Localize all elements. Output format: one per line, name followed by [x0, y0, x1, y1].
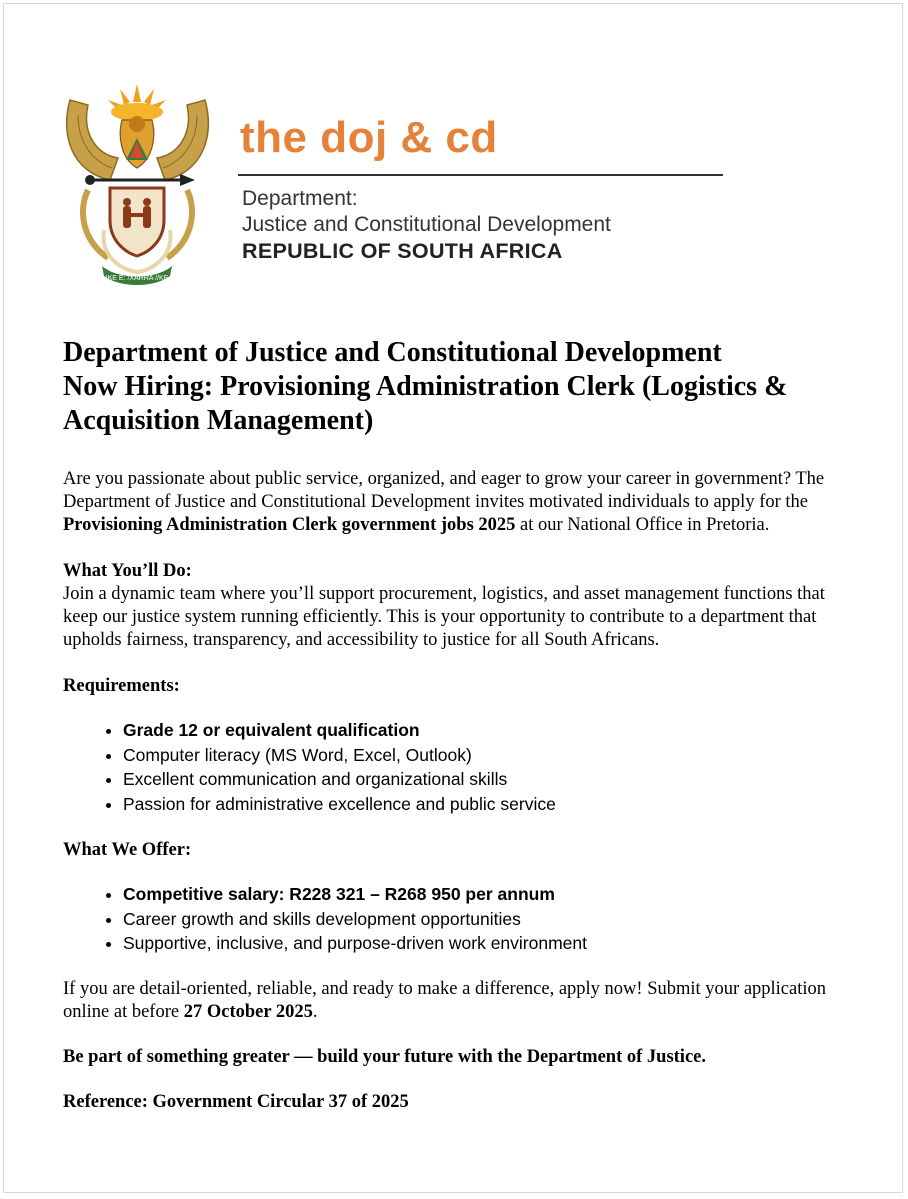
dept-name: Justice and Constitutional Development — [242, 213, 611, 236]
requirements-list — [63, 718, 863, 816]
list-item: • Computer literacy (MS Word, Excel, Outlook) — [123, 743, 863, 768]
title-line-2: Now Hiring: Provisioning Administration Clerk (Logistics & — [63, 371, 788, 402]
offer-heading: What We Offer: — [63, 840, 192, 860]
duties-text: Join a dynamic team where you’ll support procurement, logistics, and asset management functions that keep our justice system running efficiently. This is your opportunity to contribute to a department that upholds fairness, transparency, and accessibility to justice for all South Africans. — [63, 584, 825, 650]
intro-paragraph — [63, 468, 863, 537]
reference: Reference: Government Circular 37 of 2025 — [63, 1091, 409, 1112]
closing-date: 27 October 2025 — [183, 1001, 313, 1022]
intro-text: Are you passionate about public service, organized, and eager to grow your career in government? The Department of Justice and Constitutional Development invites motivated individuals to apply for the — [63, 469, 825, 512]
offer-list — [63, 882, 863, 956]
brand-divider — [238, 174, 723, 176]
country-name: REPUBLIC OF SOUTH AFRICA — [242, 239, 563, 263]
apply-text: If you are detail-oriented, reliable, and ready to make a difference, apply now! Submit your application online at before — [63, 978, 827, 1022]
page-title — [63, 336, 863, 438]
title-line-3: Acquisition Management) — [63, 405, 374, 436]
requirements-heading: Requirements: — [63, 676, 180, 696]
coat-of-arms-icon — [60, 80, 215, 285]
list-item: • Career growth and skills development opportunities — [123, 907, 863, 932]
tagline: Be part of something greater — build your future with the Department of Justice. — [63, 1046, 706, 1067]
department-block — [242, 186, 611, 264]
duties-heading: What You’ll Do: — [63, 561, 192, 581]
list-item: • Grade 12 or equivalent qualification — [123, 718, 863, 743]
intro-job-title: Provisioning Administration Clerk government jobs 2025 — [63, 515, 516, 535]
title-line-1: Department of Justice and Constitutional Development — [63, 337, 722, 368]
list-item: • Excellent communication and organizational skills — [123, 767, 863, 792]
brand-wordmark: the doj & cd — [240, 113, 498, 162]
list-item: • Competitive salary: R228 321 – R268 950 per annum — [123, 882, 863, 907]
apply-paragraph — [63, 978, 863, 1024]
document-body — [63, 336, 863, 1114]
intro-text-end: at our National Office in Pretoria. — [515, 515, 770, 535]
coat-motto: !KE E: /XARRA //KE — [105, 275, 169, 282]
apply-text-end: . — [312, 1001, 318, 1022]
list-item: • Supportive, inclusive, and purpose-driven work environment — [123, 931, 863, 956]
list-item: • Passion for administrative excellence and public service — [123, 792, 863, 817]
dept-label: Department: — [242, 187, 358, 210]
